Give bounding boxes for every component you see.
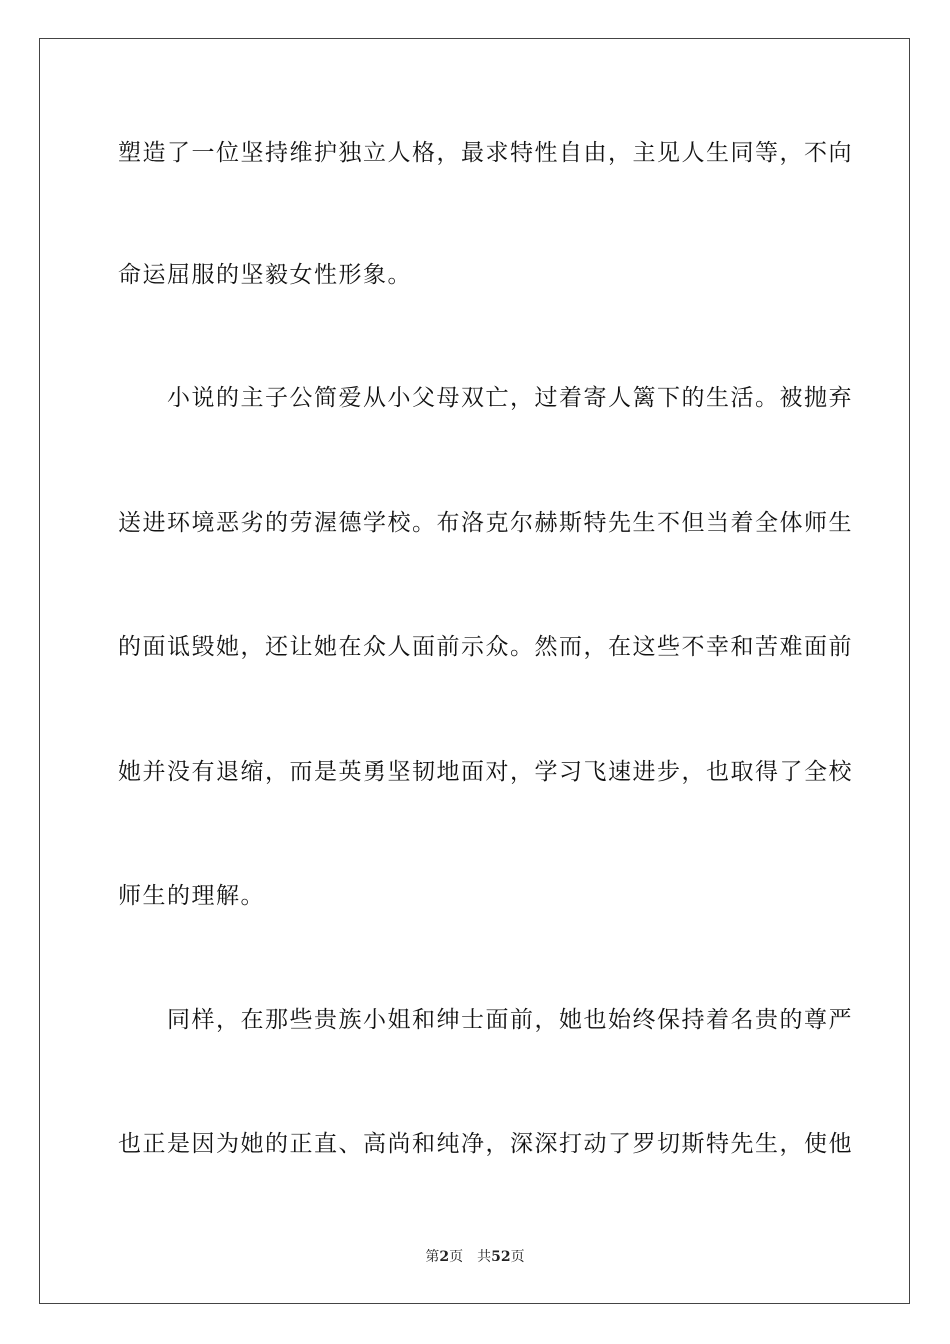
page-number: 2 [439, 1249, 450, 1265]
text-line-1: 塑造了一位坚持维护独立人格，最求特性自由，主见人生同等，不向 [118, 140, 853, 166]
text-line-6: 她并没有退缩，而是英勇坚韧地面对，学习飞速进步，也取得了全校 [118, 759, 853, 785]
text-line-7: 师生的理解。 [118, 883, 265, 909]
text-line-2: 命运屈服的坚毅女性形象。 [118, 262, 412, 288]
text-line-5: 的面诋毁她，还让她在众人面前示众。然而，在这些不幸和苦难面前 [118, 634, 853, 660]
text-line-9: 也正是因为她的正直、高尚和纯净，深深打动了罗切斯特先生，使他 [118, 1131, 853, 1157]
text-line-8: 同样，在那些贵族小姐和绅士面前，她也始终保持着名贵的尊严 [118, 1007, 853, 1033]
text-line-3: 小说的主子公简爱从小父母双亡，过着寄人篱下的生活。被抛弃 [118, 385, 853, 411]
text-line-4: 送进环境恶劣的劳渥德学校。布洛克尔赫斯特先生不但当着全体师生 [118, 510, 853, 536]
total-pages: 52 [491, 1249, 511, 1265]
page-prefix: 第 [425, 1249, 440, 1265]
total-prefix: 共 [477, 1249, 492, 1265]
page-footer [0, 1248, 950, 1266]
page-suffix: 页 [449, 1249, 464, 1265]
page-border [39, 38, 910, 1304]
total-suffix: 页 [510, 1249, 525, 1265]
